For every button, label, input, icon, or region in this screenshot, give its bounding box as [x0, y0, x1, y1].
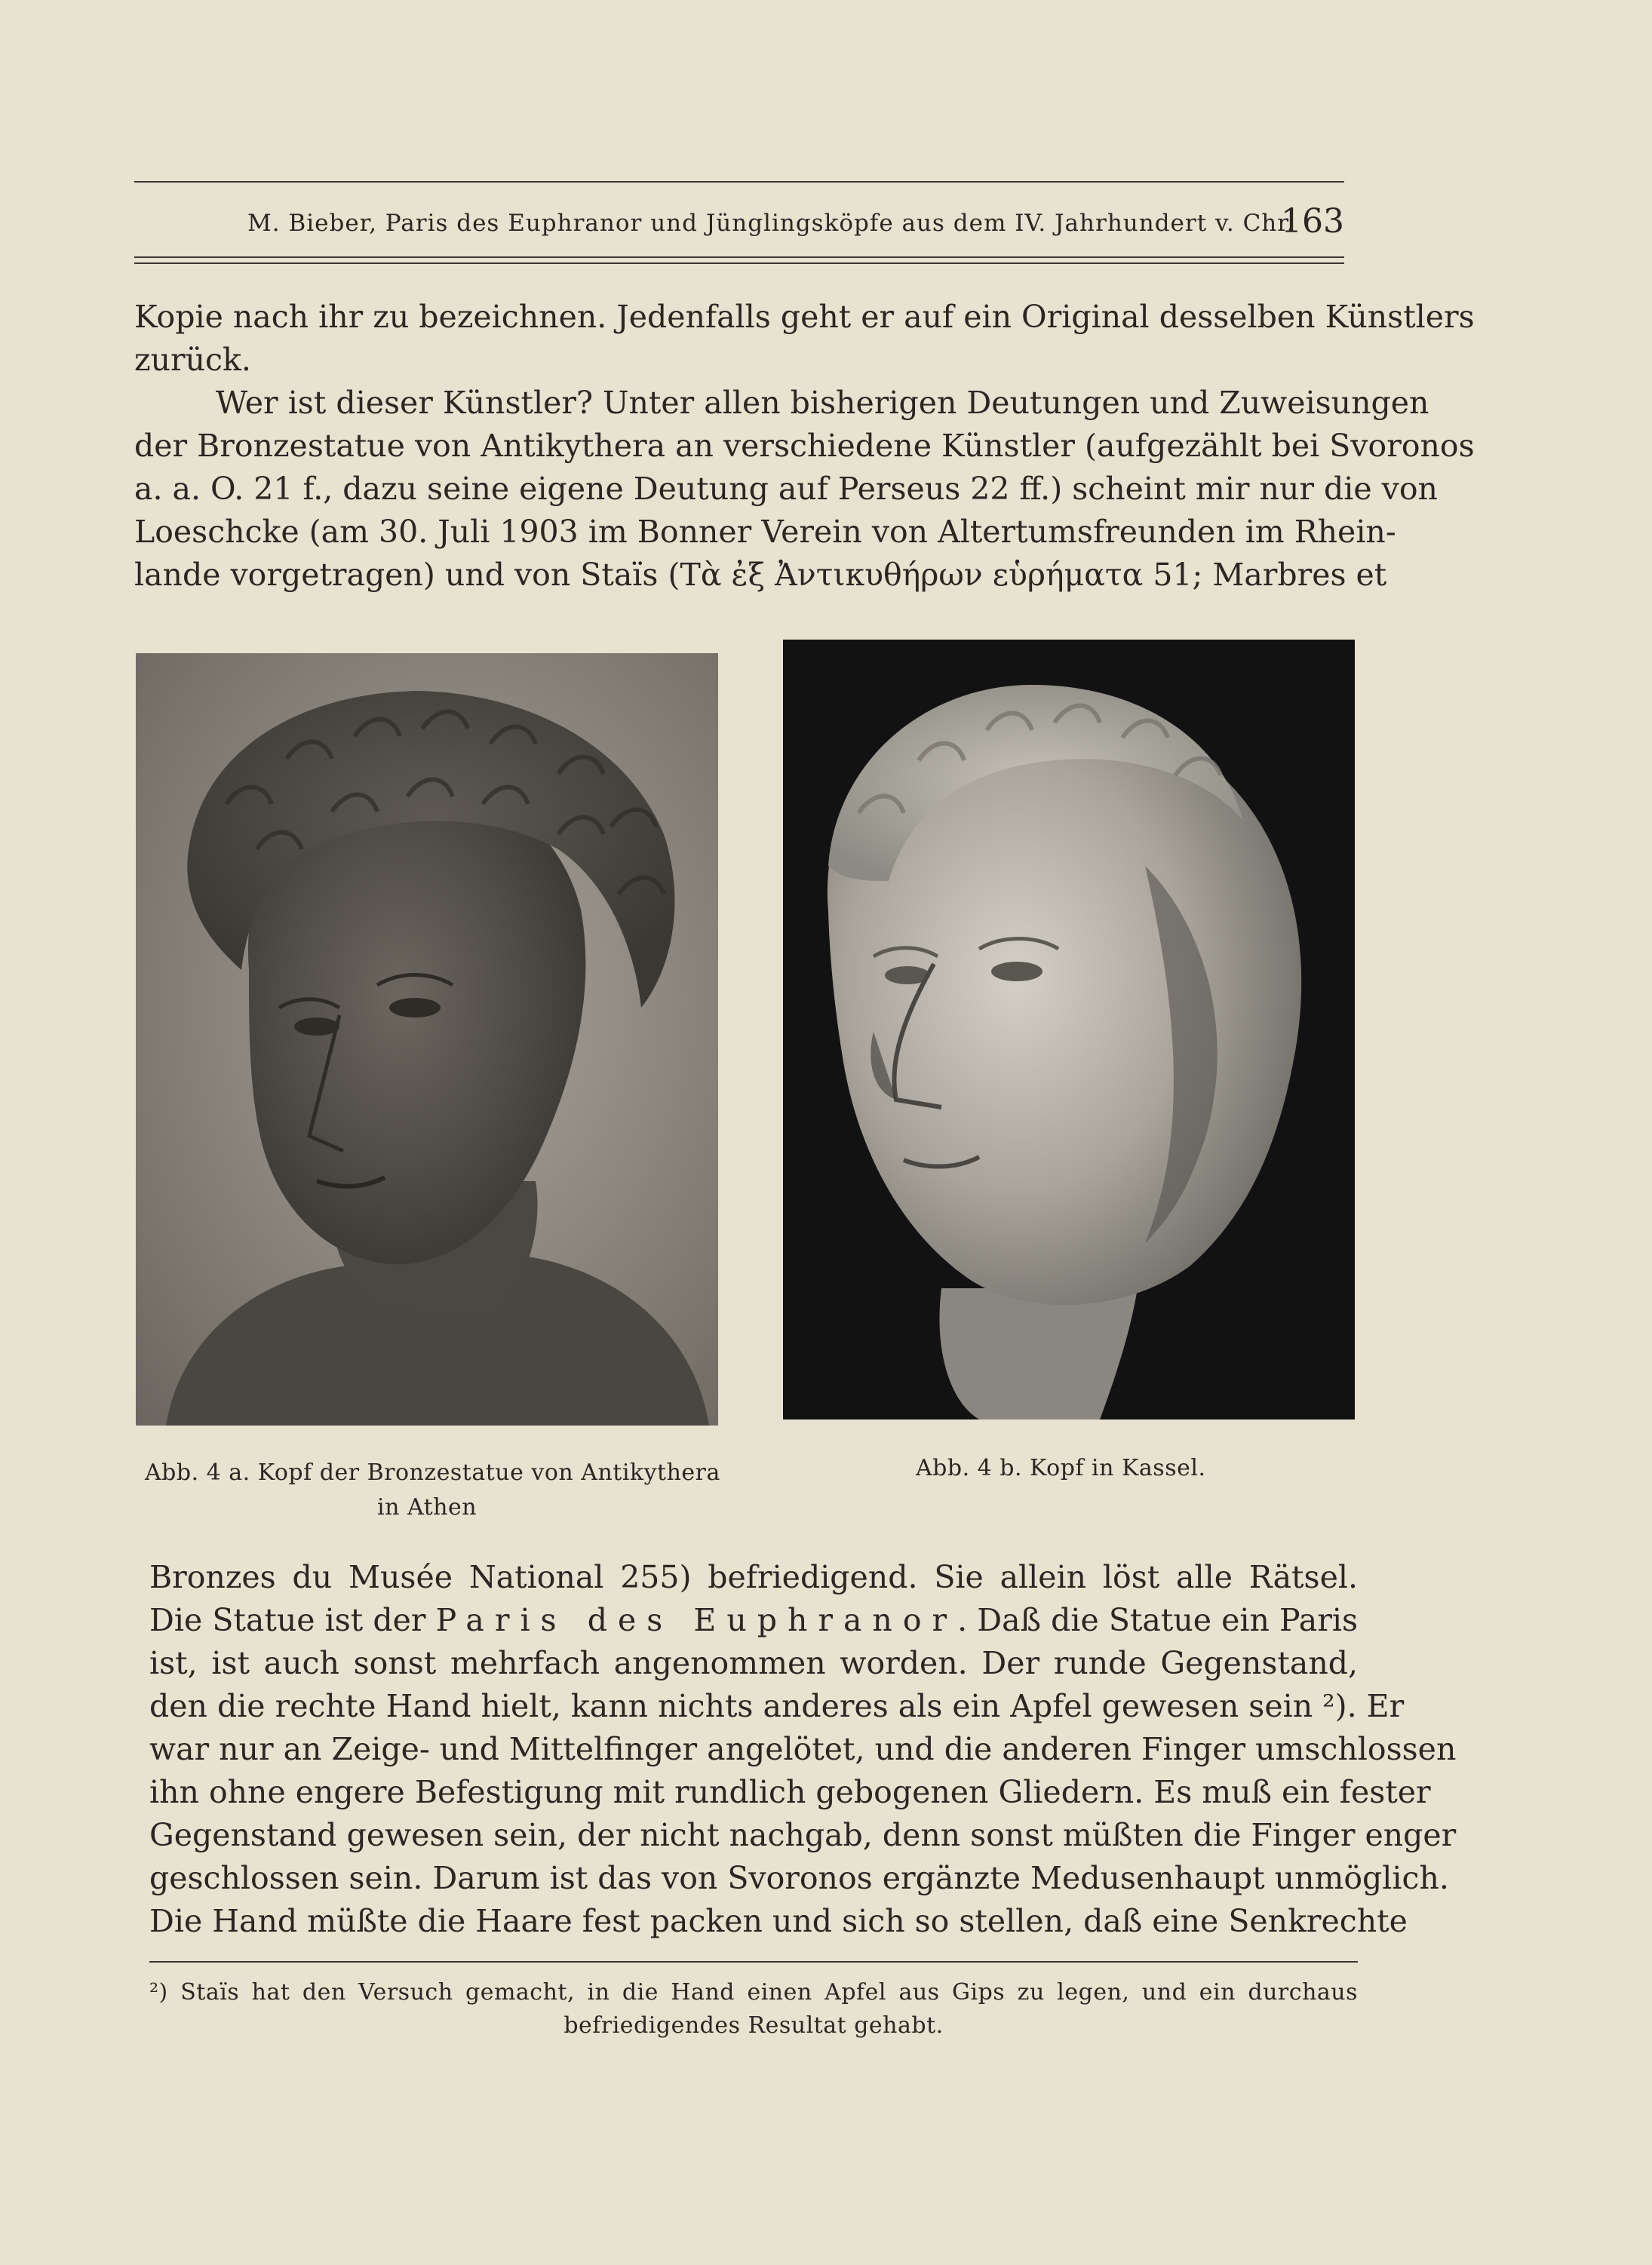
text-line: Kopie nach ihr zu bezeichnen. Jedenfalls geht er auf ein Original desselben Künstlers	[134, 299, 1475, 335]
text-segment: Die Statue ist der	[149, 1602, 426, 1638]
running-title: M. Bieber, Paris des Euphranor und Jünglingsköpfe aus dem IV. Jahrhundert v. Chr.	[247, 210, 1295, 237]
paragraph-2	[149, 1556, 1457, 1943]
text-line: Loeschcke (am 30. Juli 1903 im Bonner Verein von Altertumsfreunden im Rhein-	[134, 514, 1396, 550]
footnote-line: befriedigendes Resultat gehabt.	[563, 2012, 944, 2039]
text-line: a. a. O. 21 f., dazu seine eigene Deutung auf Perseus 22 ff.) scheint mir nur die von	[134, 471, 1438, 507]
figure-4b-marble-head-photo	[783, 640, 1355, 1419]
paragraph-1	[134, 296, 1475, 597]
footnote	[149, 1976, 1358, 2042]
text-line: war nur an Zeige- und Mittelfinger angelötet, und die anderen Finger umschlossen	[149, 1731, 1457, 1767]
text-line: Die Hand müßte die Haare fest packen und sich so stellen, daß eine Senkrechte	[149, 1903, 1408, 1939]
figure-4a-caption: Abb. 4 a. Kopf der Bronzestatue von Antikythera	[145, 1459, 720, 1486]
text-line: lande vorgetragen) und von Staïs (Τὰ ἐξ Ἀντικυθήρων εὑρήματα 51; Marbres et	[134, 557, 1387, 593]
text-line: ihn ohne engere Befestigung mit rundlich gebogenen Gliedern. Es muß ein fester	[149, 1774, 1431, 1810]
text-line: Wer ist dieser Künstler? Unter allen bisherigen Deutungen und Zuweisungen	[216, 385, 1429, 421]
text-line: den die rechte Hand hielt, kann nichts anderes als ein Apfel gewesen sein ²). Er	[149, 1688, 1405, 1724]
header-rule-bottom-double	[134, 262, 1344, 264]
figure-4a-bronze-head-photo	[136, 653, 718, 1426]
figure-4b-caption: Abb. 4 b. Kopf in Kassel.	[916, 1455, 1206, 1481]
running-head	[134, 202, 1344, 247]
header-rule-bottom	[134, 256, 1344, 258]
text-line: geschlossen sein. Darum ist das von Svoronos ergänzte Medusenhaupt unmöglich.	[149, 1860, 1449, 1896]
header-rule-top	[134, 181, 1344, 183]
footnote-line: ²) Staïs hat den Versuch gemacht, in die Hand einen Apfel aus Gips zu legen, und ein durchaus	[149, 1979, 1358, 2006]
text-line: zurück.	[134, 342, 251, 378]
page-number: 163	[1281, 202, 1344, 241]
marble-head-illustration	[783, 640, 1355, 1419]
text-line: der Bronzestatue von Antikythera an verschiedene Künstler (aufgezählt bei Svoronos	[134, 428, 1475, 464]
footnote-rule	[149, 1961, 1358, 1963]
figure-4a-caption-line-2: in Athen	[377, 1494, 477, 1521]
text-line: ist, ist auch sonst mehrfach angenommen worden. Der runde Gegenstand,	[149, 1645, 1358, 1681]
text-line: Gegenstand gewesen sein, der nicht nachgab, denn sonst müßten die Finger enger	[149, 1817, 1457, 1853]
text-line-with-emphasis	[149, 1599, 1358, 1642]
text-line: Bronzes du Musée National 255) befriedigend. Sie allein löst alle Rätsel.	[149, 1559, 1358, 1595]
bronze-head-illustration	[136, 653, 718, 1426]
text-segment: . Daß die Statue ein Paris	[957, 1602, 1358, 1638]
spaced-emphasis: Paris des Euphranor	[435, 1602, 958, 1638]
